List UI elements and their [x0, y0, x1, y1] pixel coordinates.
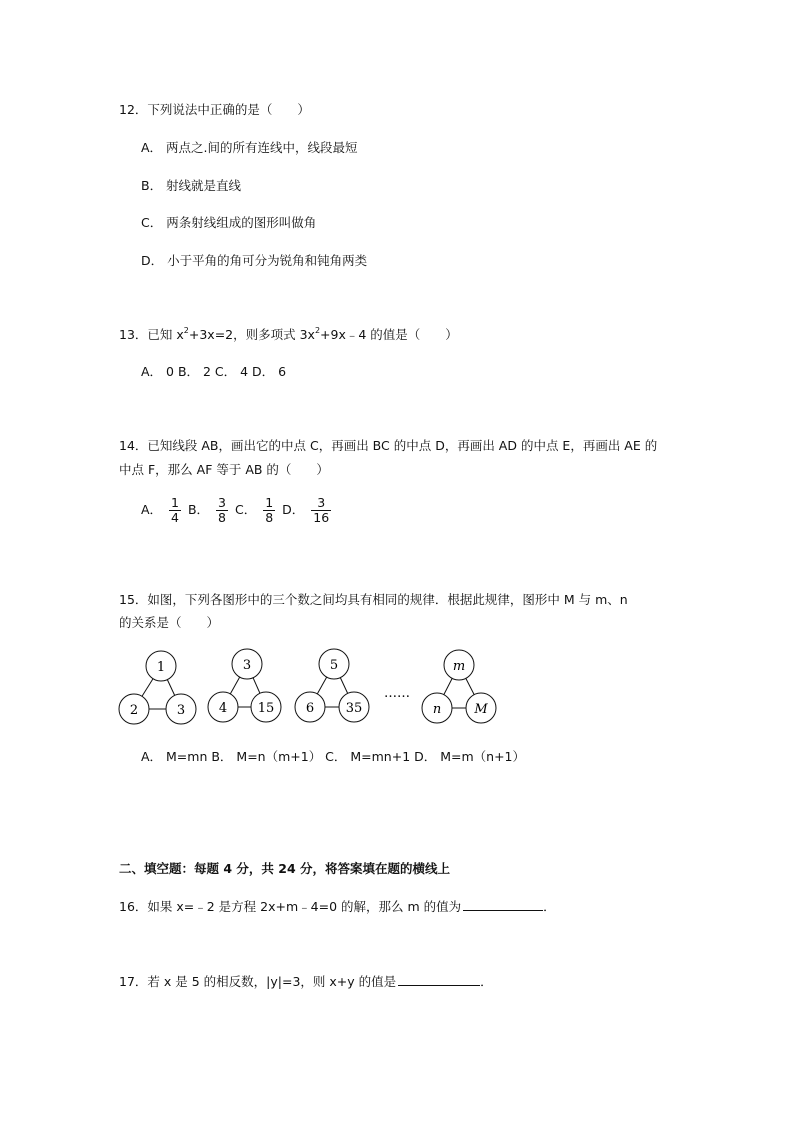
figures-ellipsis: …… [384, 686, 410, 701]
figure-2 [208, 649, 281, 722]
section-2-heading: 二、填空题：每题 4 分，共 24 分，将答案填在题的横线上 [119, 861, 451, 876]
figure-4-left: n [432, 702, 442, 717]
q14-label-a: A． [141, 502, 163, 517]
q14-line1: 14．已知线段 AB，画出它的中点 C，再画出 BC 的中点 D，再画出 AD 的中点 E，再画出 AE 的 [119, 438, 658, 453]
figure-3 [295, 649, 369, 722]
q13-options: A． 0 B． 2 C． 4 D． 6 [141, 364, 287, 379]
figure-4-top: m [452, 659, 466, 674]
figure-4-right: M [474, 702, 488, 717]
q15-triangle-figures [110, 645, 510, 730]
q14-label-d: D． [282, 502, 305, 517]
figure-1-right: 3 [176, 703, 186, 718]
q16-answer-blank[interactable] [463, 898, 543, 911]
q14-fraction-d: $\frac{3}{16}$ [313, 495, 330, 525]
q14-fraction-a: $\frac{1}{4}$ [171, 495, 179, 525]
figure-1-top: 1 [156, 660, 166, 675]
q15-line2: 的关系是（ ） [119, 615, 220, 630]
q14-fraction-c: $\frac{1}{8}$ [265, 495, 274, 525]
figure-3-left: 6 [305, 701, 315, 716]
q17-stem: 17．若 x 是 5 的相反数，|y|=3，则 x+y 的值是 [119, 974, 397, 989]
figure-4 [422, 650, 496, 723]
figure-3-top: 5 [329, 658, 339, 673]
q12-option-a: A． 两点之.间的所有连线中，线段最短 [141, 140, 358, 155]
q13-stem: 13．已知 $x^2+3x=2$，则多项式 $3x^2+9x﹣4$ 的值是（ ） [119, 325, 458, 342]
q12-option-d: D． 小于平角的角可分为锐角和钝角两类 [141, 253, 368, 268]
figure-2-top: 3 [242, 658, 252, 673]
q15-options: A． M=mn B． M=n（m+1） C． M=mn+1 D． M=m（n+1） [141, 749, 526, 764]
q14-line2: 中点 F，那么 AF 等于 AB 的（ ） [119, 462, 329, 477]
q12-option-c: C． 两条射线组成的图形叫做角 [141, 215, 317, 230]
figure-1-left: 2 [129, 703, 139, 718]
q14-label-b: B． [187, 502, 210, 517]
q16-stem: 16．如果 x=﹣2 是方程 2x+m﹣4=0 的解，那么 m 的值为 [119, 899, 462, 914]
figure-3-right: 35 [345, 701, 363, 716]
q12-option-b: B． 射线就是直线 [141, 178, 242, 193]
q14-label-c: C． [234, 502, 257, 517]
q17: 17．若 x 是 5 的相反数，|y|=3，则 x+y 的值是 ． [119, 974, 493, 989]
figure-1 [119, 651, 196, 724]
figure-2-left: 4 [218, 701, 228, 716]
q14-options [141, 496, 334, 525]
q12-stem: 12．下列说法中正确的是（ ） [119, 102, 310, 117]
figure-2-right: 15 [257, 701, 275, 716]
q17-answer-blank[interactable] [398, 973, 480, 986]
q16: 16．如果 x=﹣2 是方程 2x+m﹣4=0 的解，那么 m 的值为 ． [119, 899, 556, 914]
q14-fraction-b: $\frac{3}{8}$ [218, 495, 226, 525]
q15-line1: 15．如图，下列各图形中的三个数之间均具有相同的规律．根据此规律，图形中 M 与 m、n [119, 592, 628, 607]
